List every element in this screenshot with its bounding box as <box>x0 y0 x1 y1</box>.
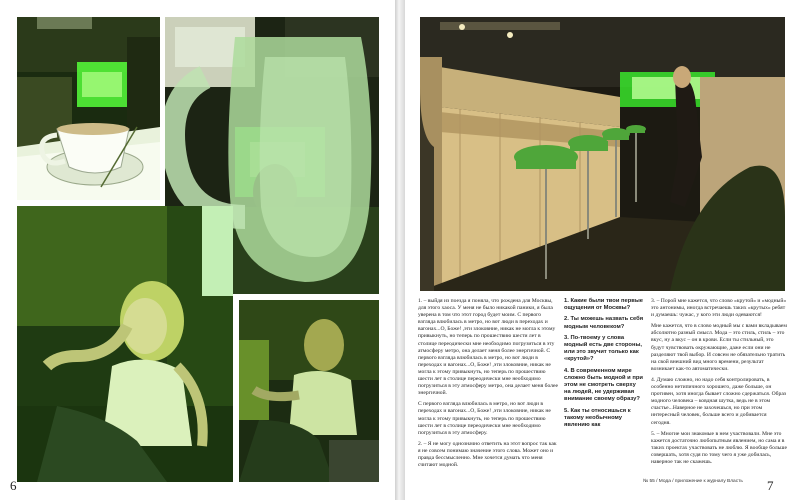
bar-counter-stools-photo <box>420 17 785 291</box>
girl-portrait-photo-1 <box>17 206 233 482</box>
answer-3-cont: Мне кажется, что в слово модный мы с вами вкладываем абсолютно разный смысл. Мода – это стиль, стиль – это вкус, ну а вкус – он в крови. Если ты стильный, это будут чувствовать окружающие, даже если они не разделяют твой выбор. И совсем не обязательно тратить на свой внешний вид много времени, результат возникает как-то автоматически. <box>651 323 787 372</box>
magazine-credit: № 55 / Мода / приложение к журналу Власть <box>643 479 743 484</box>
question-1: 1. Какие были твои первые ощущения от Москвы? <box>564 298 644 312</box>
girl-portrait-photo-2 <box>239 300 379 482</box>
article-column-questions <box>564 298 644 433</box>
answer-2: 2. – Я не могу однозначно ответить на этот вопрос так как я не совсем понимаю значение этого слова. Может оно и правда бессмысленно. Мне хочется думать что меня считают модной. <box>418 440 557 469</box>
answer-1: 1. – выйдя из поезда я поняла, что рождена для Москвы, для этого хаоса. У меня не было никакой паники, я была уверена в том что этот город будет моим. С первого взгляда влюбилась в метро, но вот люди в переходах и вагонах...О, Боже! ,эти злоковние, никак не могла к этому привыкнуть, но теперь по прошествию шести лет в столице переодически мне необходимо погрузиться в эту атмосферу метро, она делает меня более энергичной. С первого взгляда влюбилась в метро, но вот люди в переходах и вагонах...О, Боже! ,эти злоковние, никак не могла к этому привыкнуть, но теперь по прошествию шести лет в столице переодически мне необходимо погрузиться в эту атмосферу метро, она делает меня более энергичной. <box>418 298 558 397</box>
answer-4: 4. Думаю сложно, но надо себя контролировать, в особенно нетипичного хорошего, даже больше, он противен, хотя иногда бывает сложно сдержаться. Образ модного человека – ковдная шутка, ведь не в этом счастье...Наверное не захочешься, но при этом интересный человек, больше всего и добивается сегодня. <box>651 376 787 426</box>
answer-5: 5. – Многие мои знакомые в нем участвовали. Мне это кажется достаточно любопытным явлением, но сама я в таких проектах участвовать не люблю. Я вообще больше совершать, хотя судя по тому чего я уже добилась, наверное так не скажешь. <box>651 430 787 465</box>
page-number-right: 7 <box>767 478 774 493</box>
article-column-answers <box>418 298 558 473</box>
question-3: 3. По-твоему у слова модный есть две стороны, или это звучит только как «крутой»? <box>564 334 643 363</box>
page-gutter <box>395 0 405 500</box>
answer-3: 3. – Порой мне кажется, что слово «крутой» и «модный» это антонимы, иногда встречаешь таких «крутых» ребят и думаешь: чужас, у кого эти люди одеваются! <box>651 298 787 319</box>
left-page <box>0 0 395 500</box>
question-4: 4. В современном мире сложно быть модной и при этом не смотреть сверху на людей, не удерживая внимание своему образу? <box>564 367 643 403</box>
article-column-answers-2 <box>651 298 787 470</box>
page-number-left: 6 <box>10 478 17 493</box>
right-page <box>405 0 800 500</box>
question-2: 2. Ты можешь назвать себя модным человеком? <box>564 316 644 330</box>
question-5: 5. Как ты относишься к такому необычному явлению как <box>564 407 631 429</box>
answer-1-cont: С первого взгляда влюбилась в метро, но вот люди в переходах и вагонах...О, Боже! ,эти злоковние, никак не могла к этому привыкнуть, но теперь по прошествию шести лет в столице переодически мне необходимо погрузиться в эту атмосферу. <box>418 401 551 436</box>
cafe-table-teacup-photo <box>17 17 160 200</box>
